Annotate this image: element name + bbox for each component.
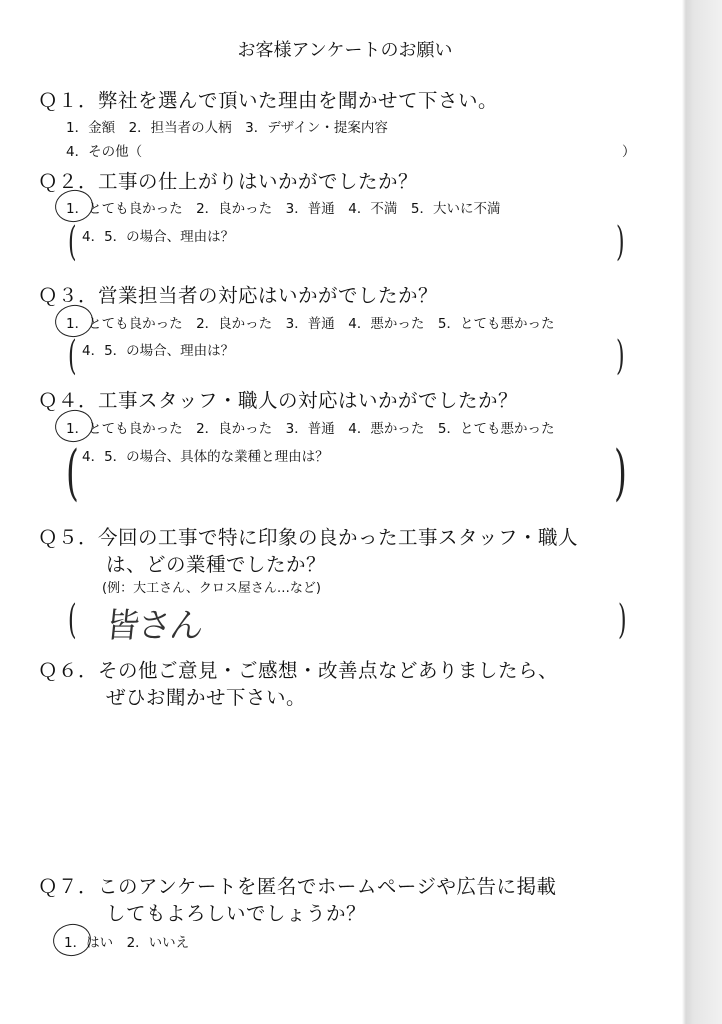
scan-edge xyxy=(682,0,722,1024)
q2-question: Ｑ２．工事の仕上がりはいかがでしたか？ xyxy=(38,170,419,193)
q6-question-line1: Ｑ６．その他ご意見・ご感想・改善点などありましたら、 xyxy=(38,659,559,682)
q3-open-paren: ( xyxy=(68,333,77,379)
survey-title: お客様アンケートのお願い xyxy=(237,40,453,61)
q4-question: Ｑ４．工事スタッフ・職人の対応はいかがでしたか？ xyxy=(38,389,519,412)
q1-other-close: ） xyxy=(622,144,636,160)
q4-followup: 4．5．の場合、具体的な業種と理由は？ xyxy=(82,449,329,465)
q5-question-line2: は、どの業種でしたか？ xyxy=(106,553,327,576)
q6-question-line2: ぜひお聞かせ下さい。 xyxy=(106,686,307,709)
q2-followup: 4．5．の場合、理由は？ xyxy=(82,229,235,245)
q7-question-line1: Ｑ７．このアンケートを匿名でホームページや広告に掲載 xyxy=(38,875,557,898)
q7-options: 1．はい 2．いいえ xyxy=(64,935,190,951)
q4-close-paren: ) xyxy=(614,438,627,508)
q3-close-paren: ) xyxy=(616,333,625,379)
q5-close-paren: ) xyxy=(618,597,627,643)
q2-close-paren: ) xyxy=(616,219,625,265)
q5-open-paren: ( xyxy=(68,597,77,643)
q7-question-line2: してもよろしいでしょうか？ xyxy=(106,902,367,925)
q3-options: 1．とても良かった 2．良かった 3．普通 4．悪かった 5．とても悪かった xyxy=(66,316,555,332)
q1-options-line2: 4．その他（ xyxy=(66,144,143,160)
q1-options-line1: 1．金額 2．担当者の人柄 3．デザイン・提案内容 xyxy=(66,120,388,136)
q4-options: 1．とても良かった 2．良かった 3．普通 4．悪かった 5．とても悪かった xyxy=(66,421,555,437)
q2-open-paren: ( xyxy=(68,219,77,265)
q5-handwritten-answer: 皆さん xyxy=(103,606,204,646)
q5-example: (例：大工さん、クロス屋さん…など) xyxy=(102,581,321,596)
q4-open-paren: ( xyxy=(66,438,79,508)
q5-question-line1: Ｑ５．今回の工事で特に印象の良かった工事スタッフ・職人 xyxy=(38,526,579,549)
q2-options: 1．とても良かった 2．良かった 3．普通 4．不満 5．大いに不満 xyxy=(66,201,501,217)
q3-question: Ｑ３．営業担当者の対応はいかがでしたか？ xyxy=(38,284,439,307)
q3-followup: 4．5．の場合、理由は？ xyxy=(82,343,235,359)
q1-question: Ｑ１．弊社を選んで頂いた理由を聞かせて下さい。 xyxy=(38,89,499,112)
